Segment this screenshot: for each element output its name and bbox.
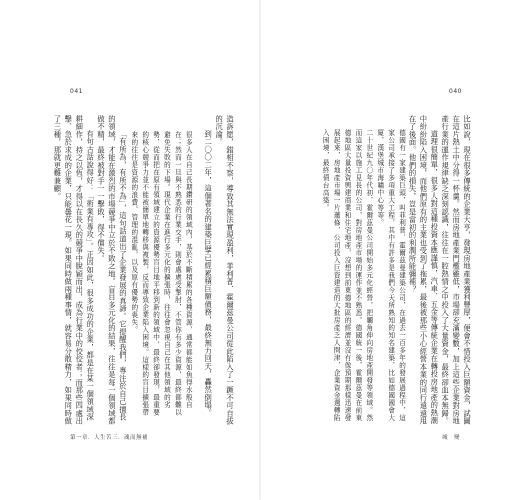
paragraph: 到二〇〇二年，這個著名的建築巨擘已經累積巨額債務，最終無力回天，轟然倒塌。: [204, 129, 214, 417]
page-number: 041: [70, 88, 83, 95]
left-page: [0, 0, 258, 500]
paragraph: 二十世紀九〇年代初，霍爾茲曼公司開始多元化經營，把觸角伸向房地產開發等領域。然而這家以施工見長的公司，對房地產市場的運作並不熟悉。德國統一後，霍爾茲曼在前東德地區大量投資興建商業和住宅地產，沒想到前東德地區的經濟並沒有像預期那樣迅速發展起來，房地產市場一片蕭條，公司投入巨資建造的大批房產乏人問津，企業資金週轉陷入困境，最終債台高築。: [321, 129, 373, 422]
paragraph: 道理很簡單，很多人對這種投資本應謹慎，汽車、五金等傳統企業在轉投房地產的熱潮中紛紛陷入困境，而他們原有的主業也受到了拖累，最後被那些小心經營本業的同行遠遠甩在了後面。他們的損失，豈是當初的利潤所能彌補？: [408, 115, 440, 425]
paragraph: 比如說，現在很多傳統的企業大亨，發現房地產業獲利豐厚，便會不惜投入巨額資金，試圖在這片熱土中分得一杯羹。然而房地產業門檻雖低，市場卻充滿變數，加上這些企業對房地產行業的運作規律缺乏深刻認識，往往在一腔熱情之中投入了大量資金，最終卻血本無歸。: [441, 115, 472, 425]
paragraph: 很多人在自己長期鑽研的領域內，基於不斷積累的各種資源，通常都能如魚得水般自在；然而一旦與不熟悉的行業交手，則會處處受掣肘，不管你有多少資源，最終都難以避免失敗的下場。現代企業在進行多元化的擴張時，往往會忽視自己在其他領域的劣勢，從而把在原有領域建立的資源優勢盲目地平移到新的領域中，最終卻發現，最重要的核心競爭力並不能被簡單地轉移與複製，反而導致企業陷入困境。這樣的盲目擴張帶來的往往是資源的浪費、管理的混亂，以及原有優勢的喪失。: [129, 131, 193, 416]
paragraph: 造訴愿，錯相不察，導致其無法實現盈利，菲利普．霍爾茲曼公司從此陷入了一蹶不可自拔的沉淪。: [215, 115, 235, 425]
right-page: [262, 0, 520, 500]
paragraph: 「有所為，有所不為」，這句話道出了企業發展的真諦。它提醒我們，專注於自己擅長的領域，才能在激烈的市場競爭中立於不敗之地。盲目多元化的結果，往往是每一個領域都做不精，最終被對手一一擊敗，得不償失。: [97, 115, 128, 425]
paragraph: 有句古話說得好：「術業有專攻」。正因如此，很多成功的企業，都是在某一個領域深耕細作，持之以恆，才得以在長久的競爭中脫穎而出，成為行業中的佼佼者；而那些四處出擊、急於求成的企業，只能曇花一現。如果同時做兩種事情，就容易分散精力，如果同時做了三種，那就更難兼顧。: [53, 115, 96, 425]
paragraph: 德國有一家建築巨頭，叫菲利普．霍爾茲曼建築公司，在過去一百多年的發展過程中，這家公司承接了多項重大工程，其中有許多是我們今天所熟知的知名建築，比如德國國會大廈、漢堡城市海嘯中心等等。: [375, 129, 406, 422]
running-footer: 第一章．人生苦三．魂而無補: [70, 435, 149, 441]
running-footer: 城 變: [441, 435, 460, 441]
body-text: [53, 115, 235, 425]
body-text: [302, 115, 472, 425]
page-number: 040: [449, 88, 462, 95]
book-spine: [259, 0, 261, 500]
